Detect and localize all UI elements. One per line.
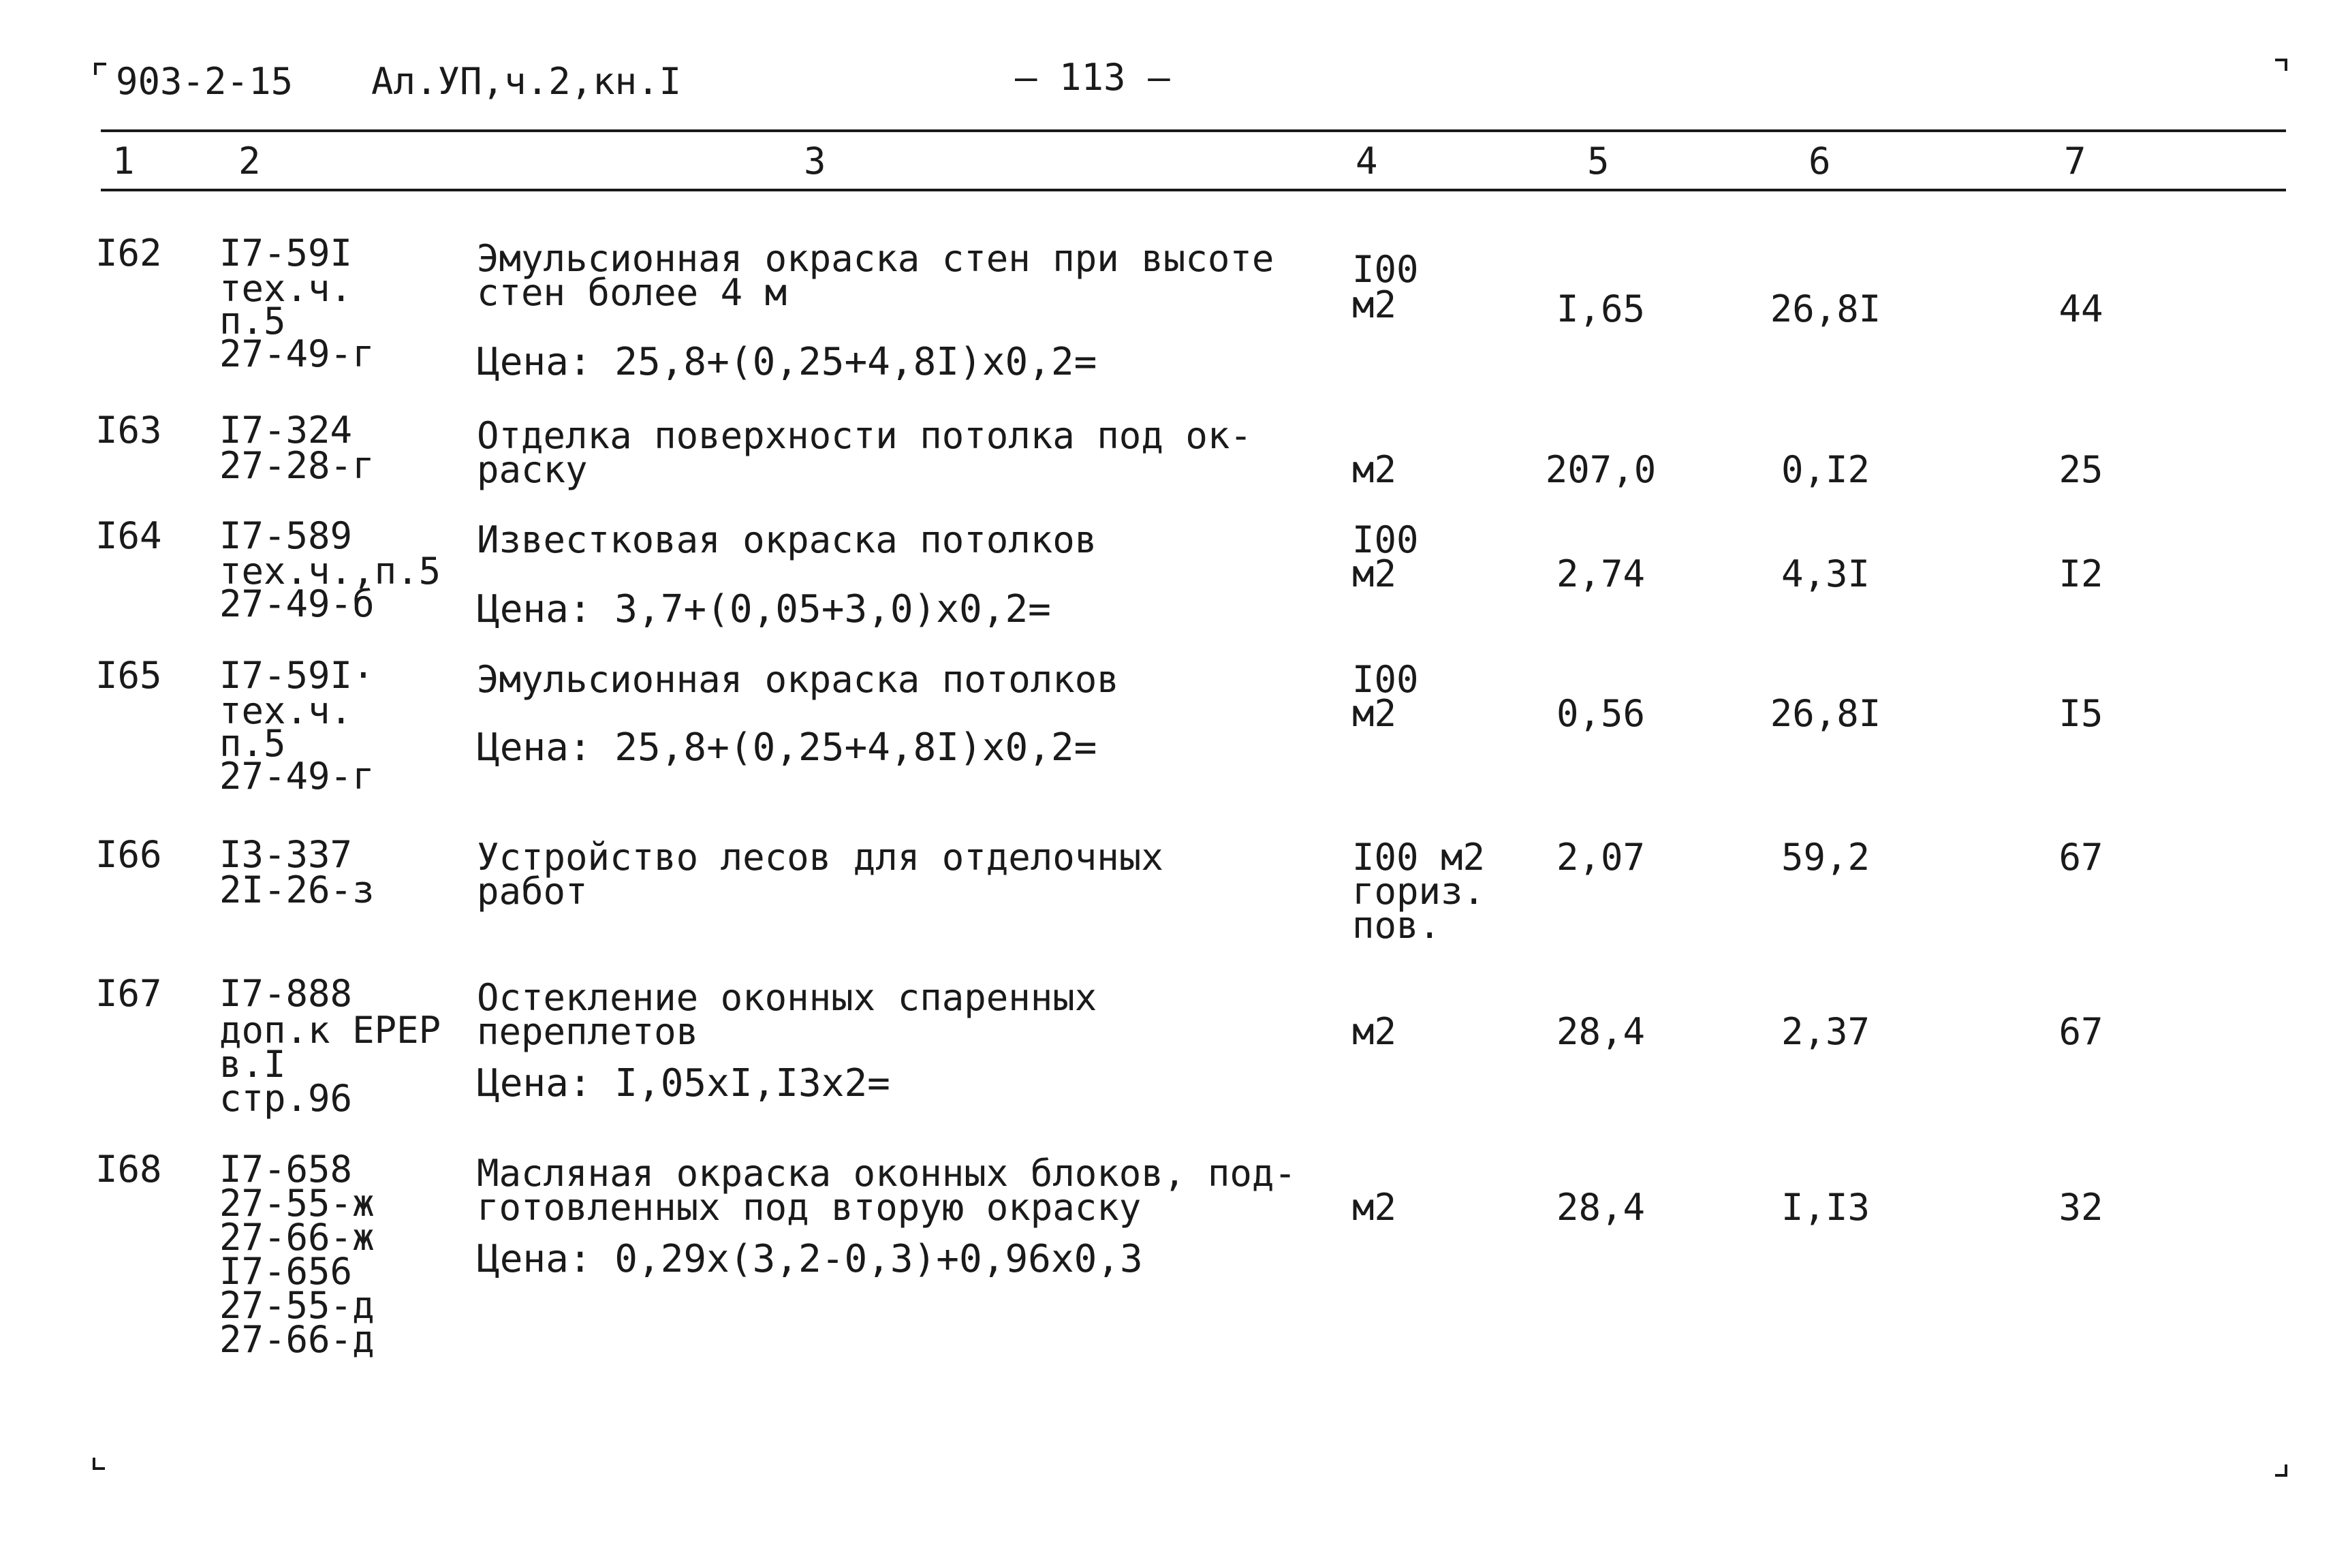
column-number: 6	[1809, 140, 1831, 183]
price-formula: Цена: 25,8+(0,25+4,8I)x0,2=	[477, 340, 1097, 384]
column-number: 7	[2064, 140, 2086, 183]
quantity: 2,07	[1556, 836, 1646, 879]
rate-reference: 27-66-ж	[219, 1216, 375, 1259]
unit: гориз.	[1352, 870, 1486, 913]
quantity: 0,56	[1556, 692, 1646, 735]
unit: м2	[1352, 448, 1397, 491]
column-number: 4	[1356, 140, 1378, 183]
unit: I00	[1352, 658, 1419, 701]
column-number: 5	[1587, 140, 1610, 183]
rate-reference: 2I-26-з	[219, 868, 375, 911]
corner-mark-top-left	[94, 63, 106, 75]
row-number: I68	[95, 1148, 162, 1191]
unit-cost: 59,2	[1781, 836, 1870, 879]
total-cost: I5	[2058, 692, 2103, 735]
unit-cost: 26,8I	[1770, 692, 1881, 735]
table-top-rule	[101, 129, 2286, 132]
rate-reference: I7-888	[219, 972, 353, 1015]
price-formula: Цена: I,05xI,I3x2=	[477, 1061, 890, 1106]
unit-cost: 26,8I	[1770, 287, 1881, 330]
unit: I00	[1352, 518, 1419, 561]
rate-reference: п.5	[219, 300, 286, 343]
unit: м2	[1352, 283, 1397, 326]
corner-mark-bottom-right	[2275, 1464, 2287, 1477]
row-number: I67	[95, 972, 162, 1015]
work-description: Эмульсионная окраска потолков	[477, 658, 1119, 701]
total-cost: 32	[2058, 1186, 2103, 1229]
unit-cost: 0,I2	[1781, 448, 1870, 491]
rate-reference: I7-658	[219, 1148, 353, 1191]
rate-reference: I7-59I·	[219, 654, 375, 697]
unit: м2	[1352, 552, 1397, 595]
unit: I00 м2	[1352, 836, 1486, 879]
quantity: 28,4	[1556, 1186, 1646, 1229]
rate-reference: 27-49-г	[219, 332, 375, 375]
unit: I00	[1352, 248, 1419, 291]
rate-reference: 27-66-д	[219, 1318, 375, 1361]
row-number: I63	[95, 409, 162, 452]
price-formula: Цена: 0,29x(3,2-0,3)+0,96x0,3	[477, 1237, 1143, 1281]
quantity: I,65	[1556, 287, 1646, 330]
row-number: I64	[95, 514, 162, 557]
work-description: Устройство лесов для отделочных	[477, 836, 1163, 879]
work-description: Эмульсионная окраска стен при высоте	[477, 237, 1274, 280]
work-description: Известковая окраска потолков	[477, 518, 1097, 561]
row-number: I62	[95, 232, 162, 275]
document-code: 903-2-15	[116, 60, 294, 103]
quantity: 207,0	[1545, 448, 1657, 491]
rate-reference: п.5	[219, 722, 286, 765]
unit-cost: 2,37	[1781, 1010, 1870, 1053]
column-number: 2	[238, 140, 261, 183]
total-cost: I2	[2058, 552, 2103, 595]
column-number: 3	[804, 140, 826, 183]
rate-reference: тех.ч.,п.5	[219, 550, 441, 593]
row-number: I66	[95, 833, 162, 876]
rate-reference: 27-49-б	[219, 582, 375, 625]
work-description: готовленных под вторую окраску	[477, 1186, 1142, 1229]
total-cost: 67	[2058, 836, 2103, 879]
price-formula: Цена: 3,7+(0,05+3,0)x0,2=	[477, 587, 1051, 631]
rate-reference: I7-656	[219, 1250, 353, 1293]
corner-mark-top-right	[2275, 59, 2287, 71]
rate-reference: I7-589	[219, 514, 353, 557]
quantity: 28,4	[1556, 1010, 1646, 1053]
rate-reference: тех.ч.	[219, 689, 353, 732]
work-description: Масляная окраска оконных блоков, под-	[477, 1152, 1296, 1195]
table-header-rule	[101, 189, 2286, 191]
work-description: раску	[477, 448, 588, 491]
rate-reference: доп.к ЕРЕР	[219, 1009, 441, 1052]
quantity: 2,74	[1556, 552, 1646, 595]
rate-reference: I3-337	[219, 833, 353, 876]
unit: м2	[1352, 692, 1397, 735]
album-reference: Ал.УП,ч.2,кн.I	[371, 60, 682, 103]
work-description: Остекление оконных спаренных	[477, 976, 1097, 1019]
work-description: переплетов	[477, 1010, 699, 1053]
rate-reference: 27-55-д	[219, 1284, 375, 1327]
rate-reference: I7-59I	[219, 232, 353, 275]
total-cost: 67	[2058, 1010, 2103, 1053]
rate-reference: в.I	[219, 1043, 286, 1086]
work-description: стен более 4 м	[477, 271, 787, 314]
unit: м2	[1352, 1010, 1397, 1053]
rate-reference: 27-28-г	[219, 444, 375, 487]
rate-reference: стр.96	[219, 1077, 353, 1120]
unit-cost: 4,3I	[1781, 552, 1870, 595]
unit-cost: I,I3	[1781, 1186, 1870, 1229]
work-description: работ	[477, 870, 588, 913]
row-number: I65	[95, 654, 162, 697]
work-description: Отделка поверхности потолка под ок-	[477, 414, 1252, 457]
rate-reference: 27-49-г	[219, 755, 375, 798]
rate-reference: тех.ч.	[219, 267, 353, 310]
rate-reference: I7-324	[219, 409, 353, 452]
price-formula: Цена: 25,8+(0,25+4,8I)x0,2=	[477, 725, 1097, 770]
unit: пов.	[1352, 904, 1441, 947]
unit: м2	[1352, 1186, 1397, 1229]
column-number: 1	[112, 140, 135, 183]
total-cost: 44	[2058, 287, 2103, 330]
page-number: — 113 —	[1015, 56, 1170, 99]
total-cost: 25	[2058, 448, 2103, 491]
corner-mark-bottom-left	[93, 1458, 105, 1470]
rate-reference: 27-55-ж	[219, 1182, 375, 1225]
